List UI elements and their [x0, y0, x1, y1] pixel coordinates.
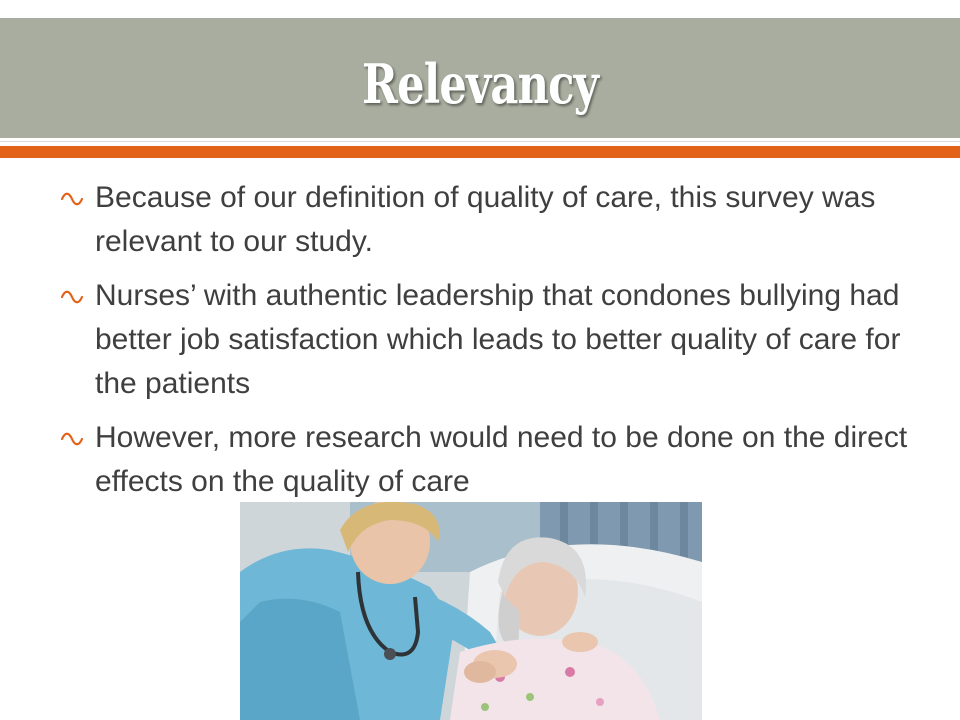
bullet-text: However, more research would need to be done on the direct effects on the quality of care [95, 421, 908, 498]
bullet-text: Because of our definition of quality of care, this survey was relevant to our study. [95, 181, 876, 258]
slide-title: Relevancy [362, 52, 598, 116]
wave-bullet-icon [60, 431, 84, 447]
bullet-text: Nurses’ with authentic leadership that condones bullying had better job satisfaction which leads to better quality of care for the patients [95, 279, 901, 400]
photo-illustration [240, 502, 702, 720]
wave-bullet-icon [60, 191, 84, 207]
bullet-list [60, 176, 910, 514]
accent-bar [0, 146, 960, 158]
bullet-item [60, 416, 910, 504]
nurse-patient-photo [240, 502, 702, 720]
bullet-item [60, 176, 910, 264]
bullet-item [60, 274, 910, 406]
wave-bullet-icon [60, 289, 84, 305]
divider-line [0, 141, 960, 142]
